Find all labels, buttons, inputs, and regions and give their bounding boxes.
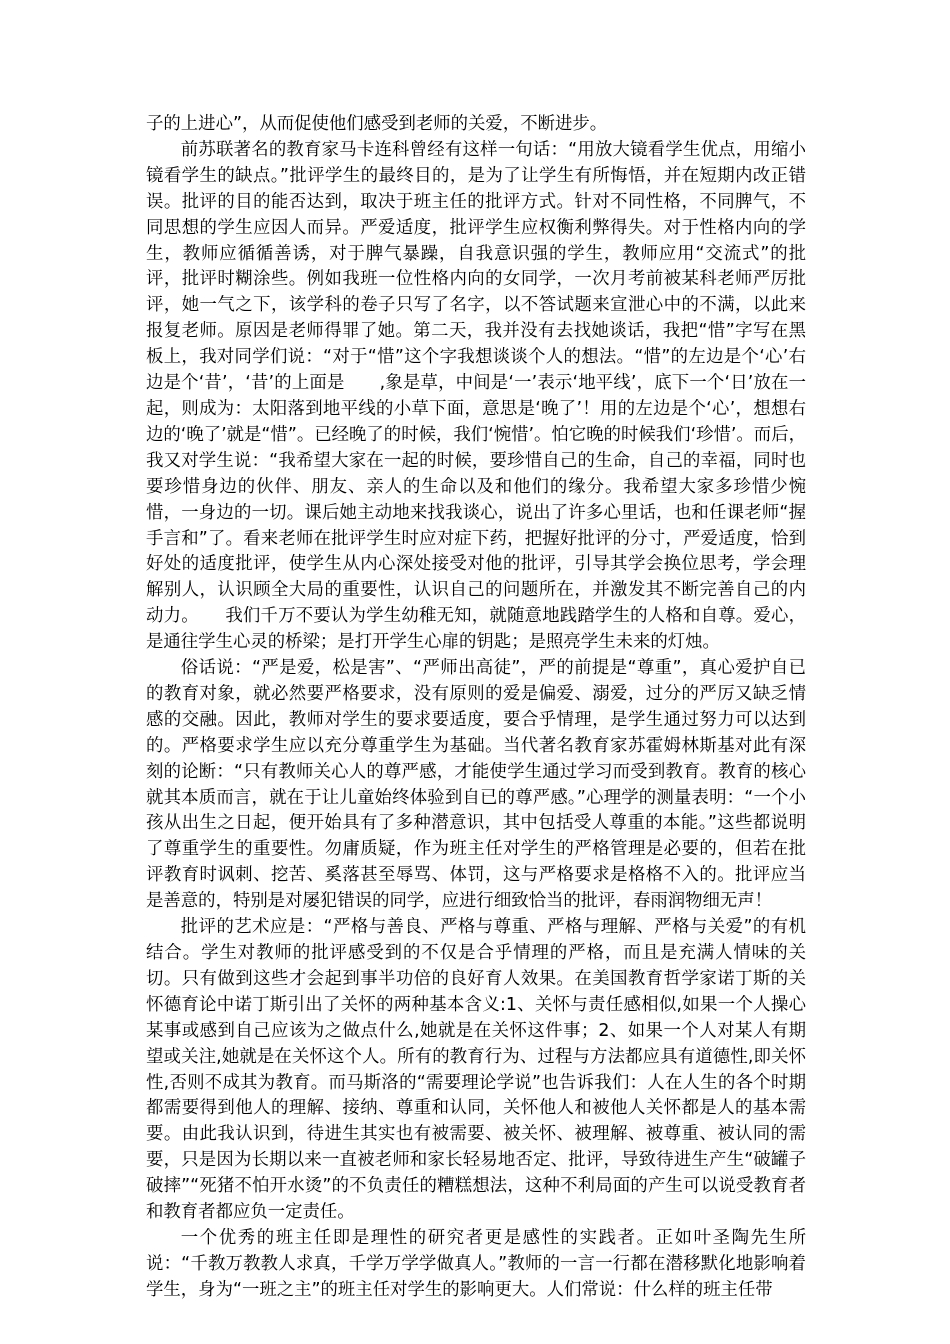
paragraph-strict-respect: 俗话说：“严是爱，松是害”、“严师出高徒”，严的前提是“尊重”，真心爱护自已的教育对象，就必然要严格要求，没有原则的爱是偏爱、溺爱，过分的严厉又缺乏情感的交融。因此，教师对学生的要求要适度，要合乎情理，是学生通过努力可以达到的。严格要求学生应以充分尊重学生为基础。当代著名教育家苏霍姆林斯基对此有深刻的论断：“只有教师关心人的尊严感，才能使学生通过学习而受到教育。教育的核心就其本质而言，就在于让儿童始终体验到自已的尊严感。”心理学的测量表明：“一个小孩从出生之日起，便开始具有了多种潜意识，其中包括受人尊重的本能。”这些都说明了尊重学生的重要性。勿庸质疑，作为班主任对学生的严格管理是必要的，但若在批评教育时讽刺、挖苦、奚落甚至辱骂、体罚，这与严格要求是格格不入的。批评应当是善意的，特别是对屡犯错误的同学，应进行细致恰当的批评，春雨润物细无声！ — [146, 658, 806, 912]
paragraph-art-of-criticism: 批评的艺术应是：“严格与善良、严格与尊重、严格与理解、严格与关爱”的有机结合。学生对教师的批评感受到的不仅是合乎情理的严格，而且是充满人情味的关切。只有做到这些才会起到事半功倍的良好育人效果。在美国教育哲学家诺丁斯的关怀德育论中诺丁斯引出了关怀的两种基本含义:1、关怀与责任感相似,如果一个人操心某事或感到自己应该为之做点什么,她就是在关怀这件事；2、如果一个人对某人有期望或关注,她就是在关怀这个人。所有的教育行为、过程与方法都应具有道德性,即关怀性,否则不成其为教育。而马斯洛的“需要理论学说”也告诉我们：人在人生的各个时期都需要得到他人的理解、接纳、尊重和认同，关怀他人和被他人关怀都是人的基本需要。由此我认识到，待进生其实也有被需要、被关怀、被理解、被尊重、被认同的需要，只是因为长期以来一直被老师和家长轻易地否定、批评，导致待进生产生“破罐子破摔”“死猪不怕开水烫”的不负责任的糟糕想法，这种不利局面的产生可以说受教育者和教育者都应负一定责任。 — [146, 917, 806, 1223]
paragraph-excellent-teacher: 一个优秀的班主任即是理性的研究者更是感性的实践者。正如叶圣陶先生所说：“千教万教教人求真，千学万学学做真人。”教师的一言一行都在潜移默化地影响着学生，身为“一班之主”的班主任对学生的影响更大。人们常说：什么样的班主任带 — [146, 1227, 806, 1300]
paragraph-criticism-method: 前苏联著名的教育家马卡连科曾经有这样一句话：“用放大镜看学生优点，用缩小镜看学生的缺点。”批评学生的最终目的，是为了让学生有所悔悟，并在短期内改正错误。批评的目的能否达到，取决于班主任的批评方式。针对不同性格，不同脾气，不同思想的学生应因人而异。严爱适度，批评学生应权衡利弊得失。对于性格内向的学生，教师应循循善诱，对于脾气暴躁，自我意识强的学生，教师应用“交流式”的批评，批评时糊涂些。例如我班一位性格内向的女同学，一次月考前被某科老师严厉批评，她一气之下，该学科的卷子只写了名字，以不答试题来宣泄心中的不满，以此来报复老师。原因是老师得罪了她。第二天，我并没有去找她谈话，我把“惜”字写在黑板上，我对同学们说：“对于“惜”这个字我想谈谈个人的想法。“惜”的左边是个‘心’右边是个‘昔’，‘昔’的上面是 ,象是草，中间是‘一’表示‘地平线’，底下一个‘日’放在一起，则成为：太阳落到地平线的小草下面，意思是‘晚了’！用的左边是个‘心’，想想右边的‘晚了’就是“惜”。已经晚了的时候，我们‘惋惜’。怕它晚的时候我们‘珍惜’。而后，我又对学生说：“我希望大家在一起的时候，要珍惜自己的生命，自己的幸福，同时也要珍惜身边的伙伴、朋友、亲人的生命以及和他们的缘分。我希望大家多珍惜少惋惜，一身边的一切。课后她主动地来找我谈心，说出了许多心里话，也和任课老师“握手言和”了。看来老师在批评学生时应对症下药，把握好批评的分寸，严爱适度，恰到好处的适度批评，使学生从内心深处接受对他的批评，引导其学会换位思考，学会理解别人，认识顾全大局的重要性，认识自己的问题所在，并激发其不断完善自己的内动力。 我们千万不要认为学生幼稚无知，就随意地践踏学生的人格和自尊。爱心，是通往学生心灵的桥梁；是打开学生心扉的钥匙；是照亮学生未来的灯烛。 — [146, 139, 806, 653]
document-body — [146, 112, 806, 1304]
paragraph-continuation: 子的上进心”，从而促使他们感受到老师的关爱，不断进步。 — [146, 114, 608, 134]
